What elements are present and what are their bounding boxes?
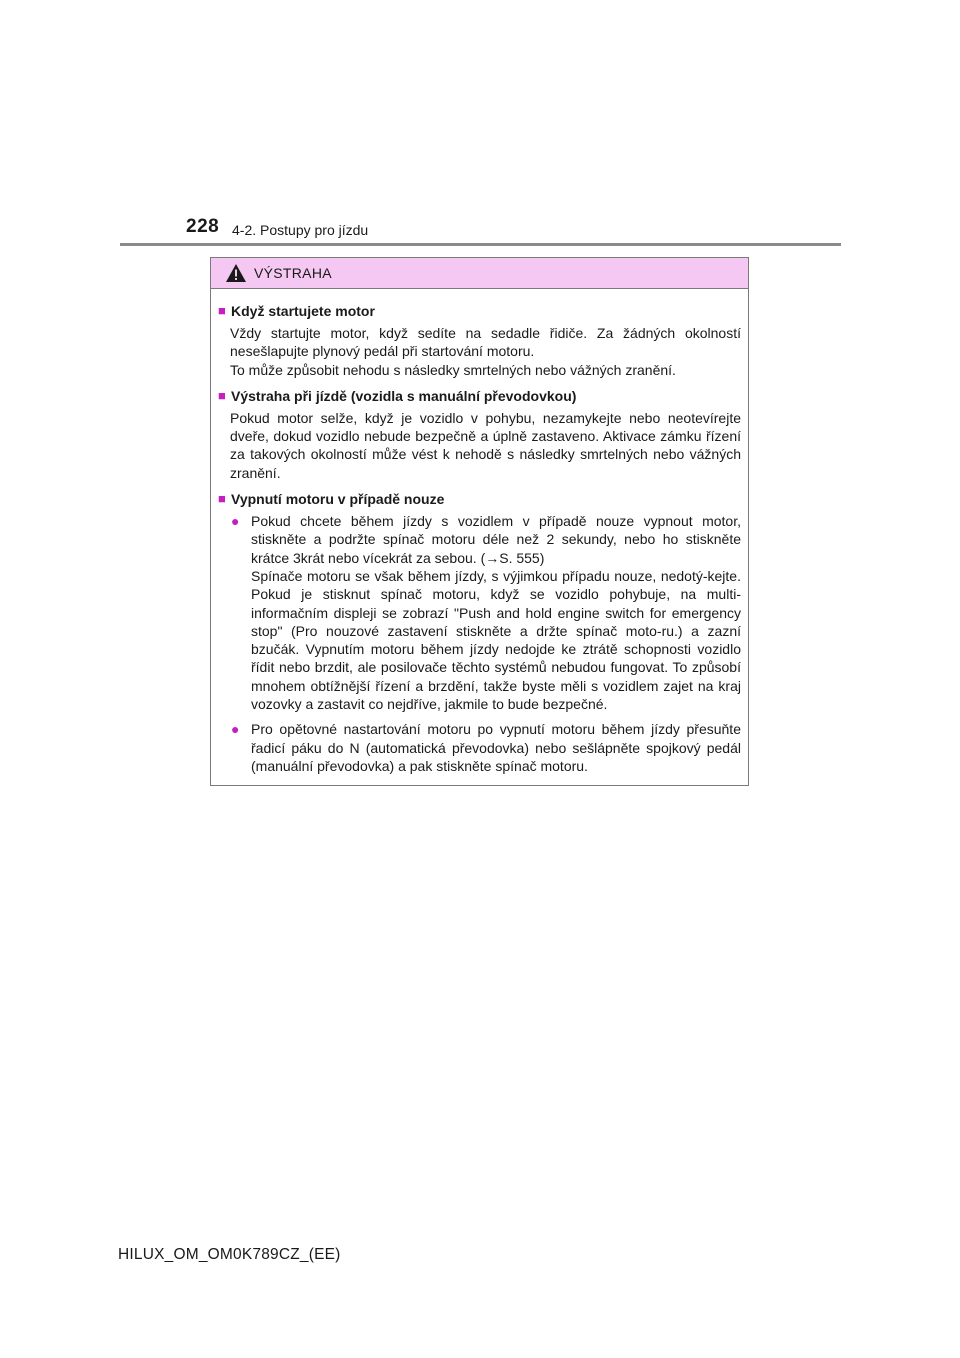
list-item — [230, 720, 741, 775]
paragraph: Vždy startujte motor, když sedíte na sedadle řidiče. Za žádných okolností nesešlapujte plynový pedál při startování motoru. — [230, 325, 741, 360]
warning-body — [211, 289, 748, 775]
circle-bullet-icon: ● — [231, 721, 240, 738]
paragraph: To může způsobit nehodu s následky smrtelných nebo vážných zranění. — [230, 361, 676, 378]
item-heading — [218, 302, 741, 320]
page-number: 228 — [186, 216, 220, 237]
square-bullet-icon: ■ — [218, 387, 226, 403]
section-title: 4-2. Postupy pro jízdu — [232, 222, 369, 238]
item-title-text: Když startujete motor — [231, 303, 375, 319]
square-bullet-icon: ■ — [218, 491, 226, 507]
warning-header — [211, 258, 748, 289]
warning-item-driving-manual — [218, 387, 741, 482]
item-text — [230, 324, 741, 379]
circle-bullet-icon: ● — [231, 513, 240, 530]
warning-box — [210, 257, 749, 786]
list-item — [230, 512, 741, 713]
bullet-text — [251, 512, 741, 713]
warning-title: VÝSTRAHA — [254, 265, 332, 281]
paragraph: Pro opětovné nastartování motoru po vypnutí motoru během jízdy přesuňte řadicí páku do N (automatická převodovka) nebo sešlápněte spojkový pedál (manuální převodovka) a pak stiskněte spínač motoru. — [251, 721, 741, 774]
item-text — [230, 409, 741, 482]
header-divider — [120, 243, 841, 246]
warning-item-emergency-stop — [218, 490, 741, 775]
warning-item-starting-engine — [218, 302, 741, 379]
item-heading — [218, 490, 741, 508]
paragraph: Pokud chcete během jízdy s vozidlem v případě nouze vypnout motor, stiskněte a podržte spínač motoru déle než 2 sekundy, nebo ho stiskněte krátce 3krát nebo vícekrát za sebou. (→S. 555) — [251, 513, 741, 566]
paragraph: Spínače motoru se však během jízdy, s výjimkou případu nouze, nedotý-kejte. Pokud je stisknut spínač motoru, když se vozidlo pohybuje, na multi-informačním displeji se zobrazí "Push and hold engine switch for emergency stop" (Pro nouzové zastavení stiskněte a držte spínač moto-ru.) a zazní bzučák. Vypnutím motoru během jízdy nedojde ke ztrátě schopnosti vozidlo řídit nebo brzdit, ale posilovače těchto systémů nebudou fungovat. To způsobí mnohem obtížnější řízení a brzdění, takže byste měli s vozidlem zajet na kraj vozovky a zastavit co nejdříve, jakmile to bude bezpečné. — [251, 567, 741, 713]
item-title-text: Výstraha při jízdě (vozidla s manuální převodovkou) — [231, 387, 577, 404]
item-heading — [218, 387, 741, 405]
square-bullet-icon: ■ — [218, 303, 226, 318]
item-title-text: Vypnutí motoru v případě nouze — [231, 491, 445, 508]
document-code: HILUX_OM_OM0K789CZ_(EE) — [118, 1246, 341, 1263]
warning-triangle-icon — [225, 263, 247, 283]
item-text — [230, 512, 741, 775]
bullet-text — [251, 720, 741, 775]
paragraph: Pokud motor selže, když je vozidlo v pohybu, nezamykejte nebo neotevírejte dveře, dokud vozidlo nebude bezpečně a úplně zastaveno. Aktivace zámku řízení za takových okolností může vést k nehodě s následky smrtelných nebo vážných zranění. — [230, 409, 741, 481]
